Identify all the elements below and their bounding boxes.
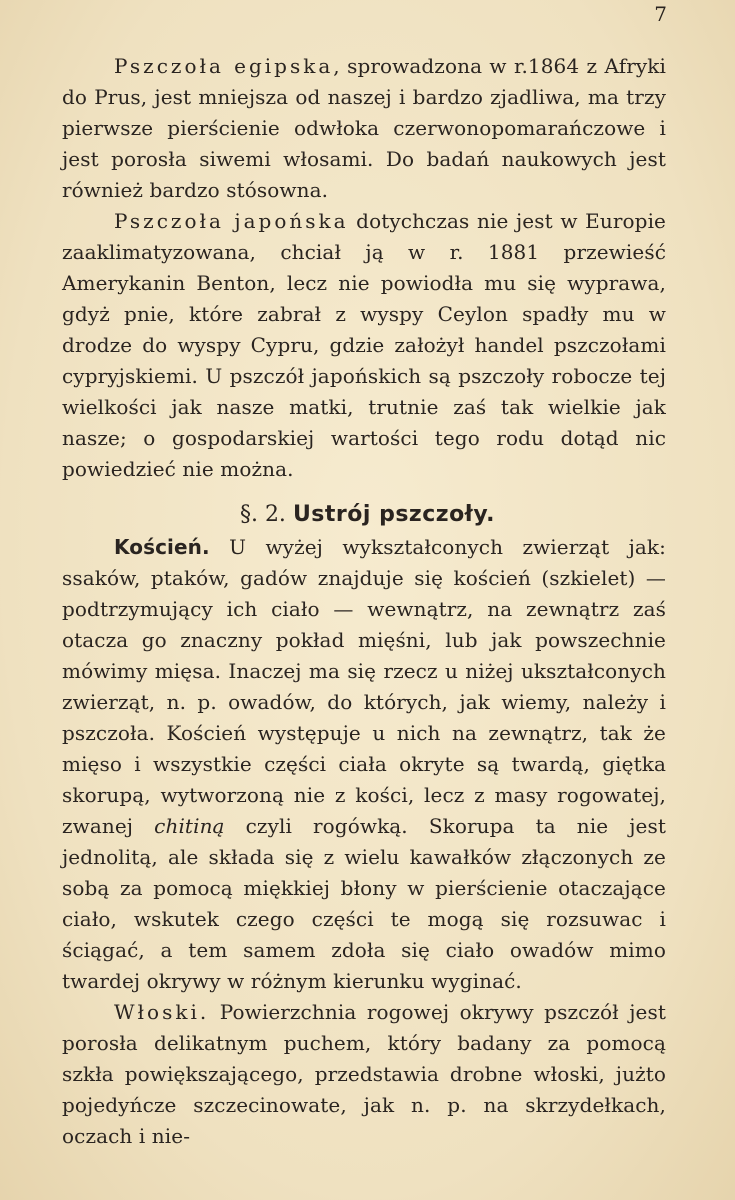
paragraph-text: , sprowadzona w r.1864 z Afryki do Prus, jest mniejsza od naszej i bardzo zjadliwa, ma trzy pierwsze pierścienie odwłoka czerwonopomarańczowe i jest porosła siwemi włosami. Do badań naukowych jest również bardzo stósowna. xyxy=(62,54,666,202)
term-wloski: Włoski. xyxy=(114,1000,210,1024)
paragraph-text: Powierzchnia rogowej okrywy pszczół jest porosła delikatnym puchem, który badany za pomocą szkła powiększającego, przedstawia drobne włoski, jużto pojedyńcze szczecinowate, jak n. p. na skrzydełkach, oczach i nie- xyxy=(62,1000,666,1148)
text-block-top xyxy=(62,51,666,485)
section-number: §. 2. xyxy=(239,502,286,527)
paragraph-wloski xyxy=(62,997,666,1152)
text-block-bottom xyxy=(62,532,666,1152)
paragraph-text: czyli rogówką. Skorupa ta nie jest jednolitą, ale składa się z wielu kawałków złączonych ze sobą za pomocą miękkiej błony w pierścienie otaczające ciało, wskutek czego części te mogą się rozsuwac i ściągać, a tem samem zdoła się ciało owadów mimo twardej okrywy w różnym kierunku wyginać. xyxy=(62,814,666,993)
paragraph-koscien xyxy=(62,532,666,997)
section-heading xyxy=(0,500,735,530)
paragraph-egyptian-bee xyxy=(62,51,666,206)
term-japanese-bee: Pszczoła japońska xyxy=(114,209,349,233)
paragraph-text: dotychczas nie jest w Europie zaaklimatyzowana, chciał ją w r. 1881 przewieść Amerykanin Benton, lecz nie powiodła mu się wyprawa, gdyż pnie, które zabrał z wyspy Ceylon spadły mu w drodze do wyspy Cypru, gdzie założył handel pszczołami cypryjskiemi. U pszczół japońskich są pszczoły robocze tej wielkości jak nasze matki, trutnie zaś tak wielkie jak nasze; o gospodarskiej wartości tego rodu dotąd nic powiedzieć nie można. xyxy=(62,209,666,481)
paragraph-japanese-bee xyxy=(62,206,666,485)
paragraph-text: U wyżej wykształconych zwierząt jak: ssaków, ptaków, gadów znajduje się koścień (szkielet) — podtrzymujący ich ciało — wewnątrz, na zewnątrz zaś otacza go znaczny pokład mięśni, lub jak powszechnie mówimy mięsa. Inaczej ma się rzecz u niżej ukształconych zwierząt, n. p. owadów, do których, jak wiemy, należy i pszczoła. Koścień występuje u nich na zewnątrz, tak że mięso i wszystkie części ciała okryte są twardą, giętka skorupą, wytworzoną nie z kości, lecz z masy rogowatej, zwanej xyxy=(62,535,666,838)
term-koscien: Koścień. xyxy=(114,535,210,559)
section-title: Ustrój pszczoły. xyxy=(292,502,496,527)
term-egyptian-bee: Pszczoła egipska xyxy=(114,54,334,78)
page-number: 7 xyxy=(654,2,667,26)
term-chitina: chitiną xyxy=(154,814,225,838)
